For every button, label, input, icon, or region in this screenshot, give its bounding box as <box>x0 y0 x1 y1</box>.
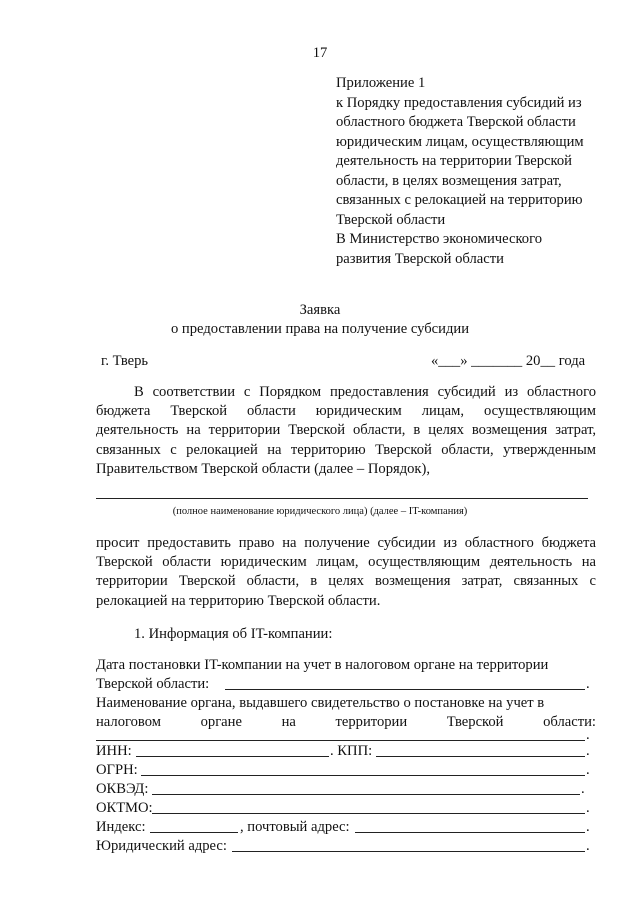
document-title <box>0 301 640 339</box>
page-number: 17 <box>312 45 328 61</box>
authority-word: органе <box>200 714 242 730</box>
addressee <box>336 230 608 269</box>
legal-address-label: Юридический адрес: <box>96 838 227 854</box>
period: . <box>586 838 590 854</box>
registration-date-field[interactable] <box>225 689 585 690</box>
appendix-header <box>336 74 608 230</box>
appendix-line: Тверской области <box>336 211 446 228</box>
addressee-line: В Министерство экономического <box>336 231 543 247</box>
index-label: Индекс: <box>96 819 146 835</box>
postal-address-label: , почтовый адрес: <box>240 819 350 835</box>
authority-text: Наименование органа, выдавшего свидетельство о постановке на учет в <box>96 695 545 711</box>
authority-label-line2 <box>96 713 596 732</box>
ogrn-field[interactable] <box>141 775 585 776</box>
legal-address-row <box>96 837 596 856</box>
oktmo-row <box>96 799 596 818</box>
appendix-line: областного бюджета Тверской области <box>336 114 576 130</box>
intro-paragraph: В соответствии с Порядком предоставления субсидий из областного бюджета Тверской области юридическим лицам, осуществляющим деятельность на территории Тверской области, в целях возмещения затрат, связанных с релокацией на территорию Тверской области, утвержденным Правительством Тверской области (далее – Порядок), <box>96 384 596 477</box>
kpp-label: . КПП: <box>330 743 373 759</box>
authority-word: территории <box>335 714 408 730</box>
title-main: Заявка <box>299 302 341 318</box>
request-paragraph: просит предоставить право на получение субсидии из областного бюджета Тверской области юридическим лицам, осуществляющим деятельность на территории Тверской области, в целях возмещения затрат, связанных с релокацией на территорию Тверской области. <box>96 535 596 609</box>
period: . <box>586 762 590 778</box>
date-template: «___» _______ 20__ года <box>431 353 586 369</box>
period: . <box>586 676 590 692</box>
place: г. Тверь <box>101 353 149 369</box>
period: . <box>586 727 590 743</box>
registration-date-label <box>96 656 596 675</box>
period: . <box>586 819 590 835</box>
authority-field[interactable] <box>96 740 585 741</box>
addressee-line: развития Тверской области <box>336 250 504 267</box>
okved-label: ОКВЭД: <box>96 781 149 797</box>
okved-field[interactable] <box>152 794 580 795</box>
inn-label: ИНН: <box>96 743 132 759</box>
inn-field[interactable] <box>136 756 329 757</box>
ogrn-label: ОГРН: <box>96 762 138 778</box>
ogrn-row <box>96 761 596 780</box>
company-name-line <box>96 498 588 499</box>
registration-date-text: Дата постановки IT-компании на учет в налоговом органе на территории <box>96 657 549 673</box>
period: . <box>586 800 590 816</box>
oktmo-field[interactable] <box>152 813 585 814</box>
appendix-line: деятельность на территории Тверской <box>336 153 572 169</box>
oktmo-label: ОКТМО: <box>96 800 153 816</box>
authority-word: Тверской <box>446 714 504 730</box>
title-sub: о предоставлении права на получение субсидии <box>170 321 470 337</box>
registration-date-label2: Тверской области: <box>96 676 210 692</box>
appendix-line: области, в целях возмещения затрат, <box>336 172 562 189</box>
appendix-line: юридическим лицам, осуществляющим <box>336 133 584 150</box>
okved-row <box>96 780 596 799</box>
authority-word: области: <box>543 714 596 730</box>
kpp-field[interactable] <box>376 756 585 757</box>
postal-address-field[interactable] <box>355 832 585 833</box>
registration-date-row <box>96 675 596 694</box>
company-name-caption: (полное наименование юридического лица) (далее – IT-компания) <box>172 506 468 517</box>
period: . <box>586 743 590 759</box>
index-field[interactable] <box>150 832 238 833</box>
appendix-line: связанных с релокацией на территорию <box>336 192 583 208</box>
authority-label <box>96 694 596 713</box>
section-title: 1. Информация об IT-компании: <box>134 626 333 642</box>
authority-word: на <box>281 714 296 730</box>
legal-address-field[interactable] <box>232 851 585 852</box>
appendix-line: к Порядку предоставления субсидий из <box>336 94 582 111</box>
period: . <box>581 781 585 797</box>
authority-word: налоговом <box>96 714 161 730</box>
appendix-line: Приложение 1 <box>336 75 426 91</box>
